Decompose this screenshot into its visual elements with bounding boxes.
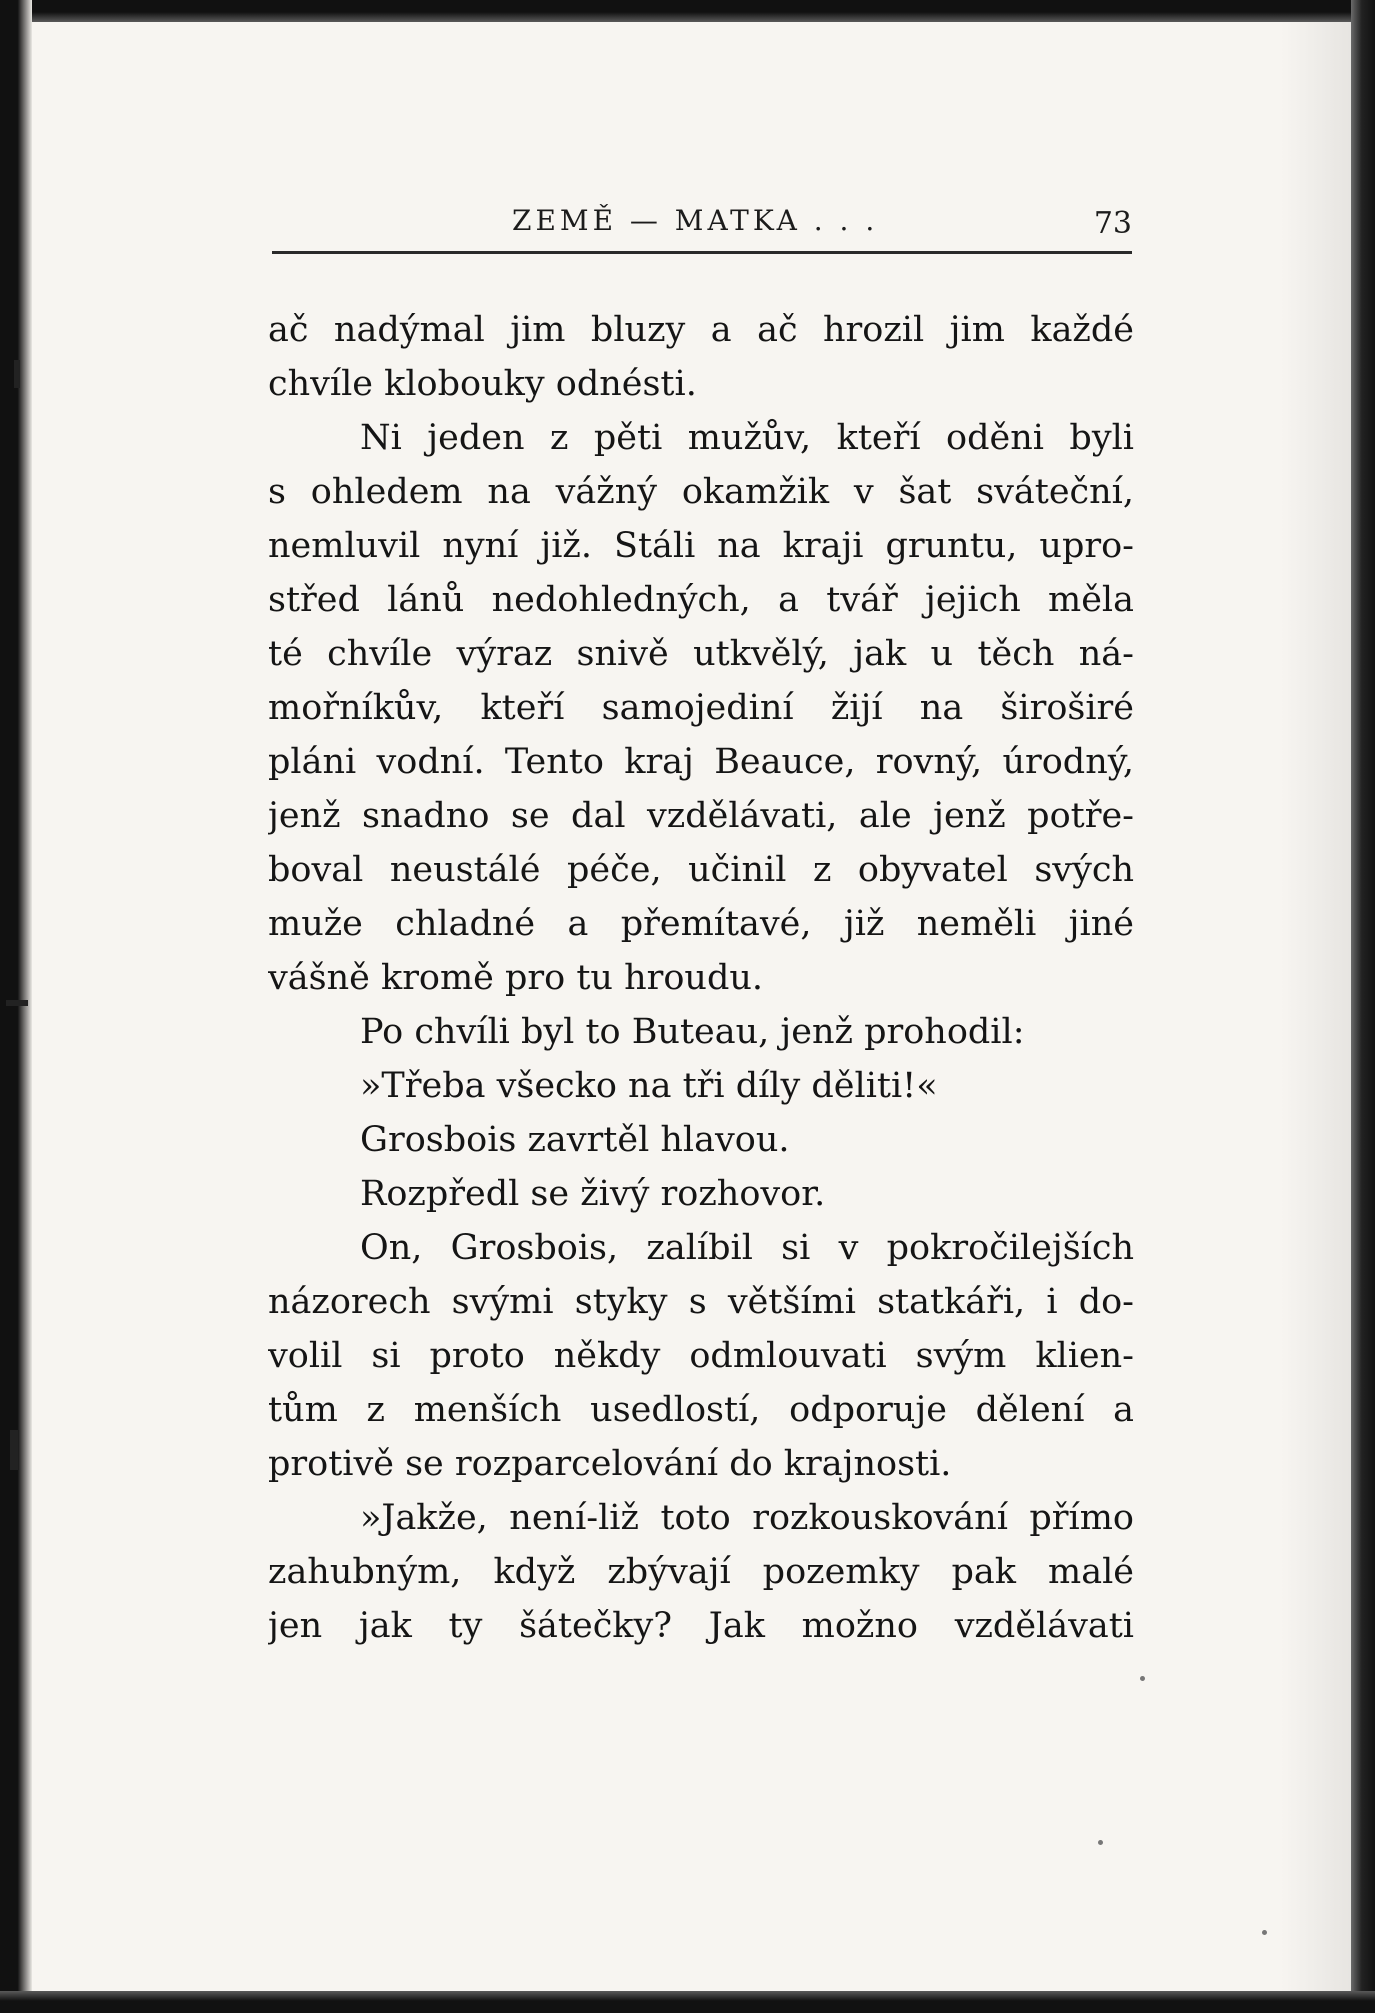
text-line: muže chladné a přemítavé, již neměli jiné — [268, 904, 1134, 944]
text-line: On, Grosbois, zalíbil si v pokročilejších — [360, 1228, 1134, 1268]
scan-border-right — [1351, 0, 1375, 2013]
running-title: ZEMĚ — MATKA . . . — [512, 204, 879, 237]
body-text — [268, 303, 1134, 1653]
text-line: té chvíle výraz snivě utkvělý, jak u těch ná- — [268, 634, 1134, 674]
running-head — [272, 200, 1132, 248]
text-line: střed lánů nedohledných, a tvář jejich měla — [268, 580, 1134, 620]
text-line: mořníkův, kteří samojediní žijí na široširé — [268, 688, 1134, 728]
text-line: názorech svými styky s většími statkáři, i do- — [268, 1282, 1134, 1322]
scan-border-bottom — [0, 1991, 1375, 2013]
text-line: tům z menších usedlostí, odporuje dělení a — [268, 1390, 1134, 1430]
text-line: Grosbois zavrtěl hlavou. — [360, 1120, 790, 1160]
text-line: jenž snadno se dal vzdělávati, ale jenž potře- — [268, 796, 1134, 836]
scan-artifact — [10, 1430, 18, 1470]
text-line: boval neustálé péče, učinil z obyvatel svých — [268, 850, 1134, 890]
paper-speck — [1140, 1676, 1145, 1681]
paper-speck — [1262, 1930, 1267, 1935]
text-line: »Jakže, není-liž toto rozkouskování přímo — [360, 1498, 1134, 1538]
text-line: Po chvíli byl to Buteau, jenž prohodil: — [360, 1012, 1025, 1052]
page-shadow-right — [1281, 22, 1351, 1991]
text-line: jen jak ty šátečky? Jak možno vzdělávati — [268, 1606, 1134, 1646]
text-line: zahubným, když zbývají pozemky pak malé — [268, 1552, 1134, 1592]
text-line: Ni jeden z pěti mužův, kteří oděni byli — [360, 418, 1134, 458]
page-number: 73 — [1093, 206, 1132, 241]
text-line: nemluvil nyní již. Stáli na kraji gruntu, upro- — [268, 526, 1134, 566]
text-line: volil si proto někdy odmlouvati svým klien- — [268, 1336, 1134, 1376]
scan-artifact — [14, 360, 20, 388]
text-line: pláni vodní. Tento kraj Beauce, rovný, úrodný, — [268, 742, 1134, 782]
text-line: ač nadýmal jim bluzy a ač hrozil jim každé — [268, 310, 1134, 350]
text-line: s ohledem na vážný okamžik v šat sváteční, — [268, 472, 1134, 512]
text-line: »Třeba všecko na tři díly děliti!« — [360, 1066, 938, 1106]
text-line: Rozpředl se živý rozhovor. — [360, 1174, 826, 1214]
scan-border-top — [0, 0, 1375, 22]
text-line: chvíle klobouky odnésti. — [268, 364, 697, 404]
text-line: vášně kromě pro tu hroudu. — [268, 958, 764, 998]
scan-border-left — [0, 0, 32, 2013]
header-rule — [272, 251, 1132, 254]
scan-artifact — [6, 1000, 28, 1006]
paper-speck — [1098, 1840, 1103, 1845]
text-line: protivě se rozparcelování do krajnosti. — [268, 1444, 952, 1484]
